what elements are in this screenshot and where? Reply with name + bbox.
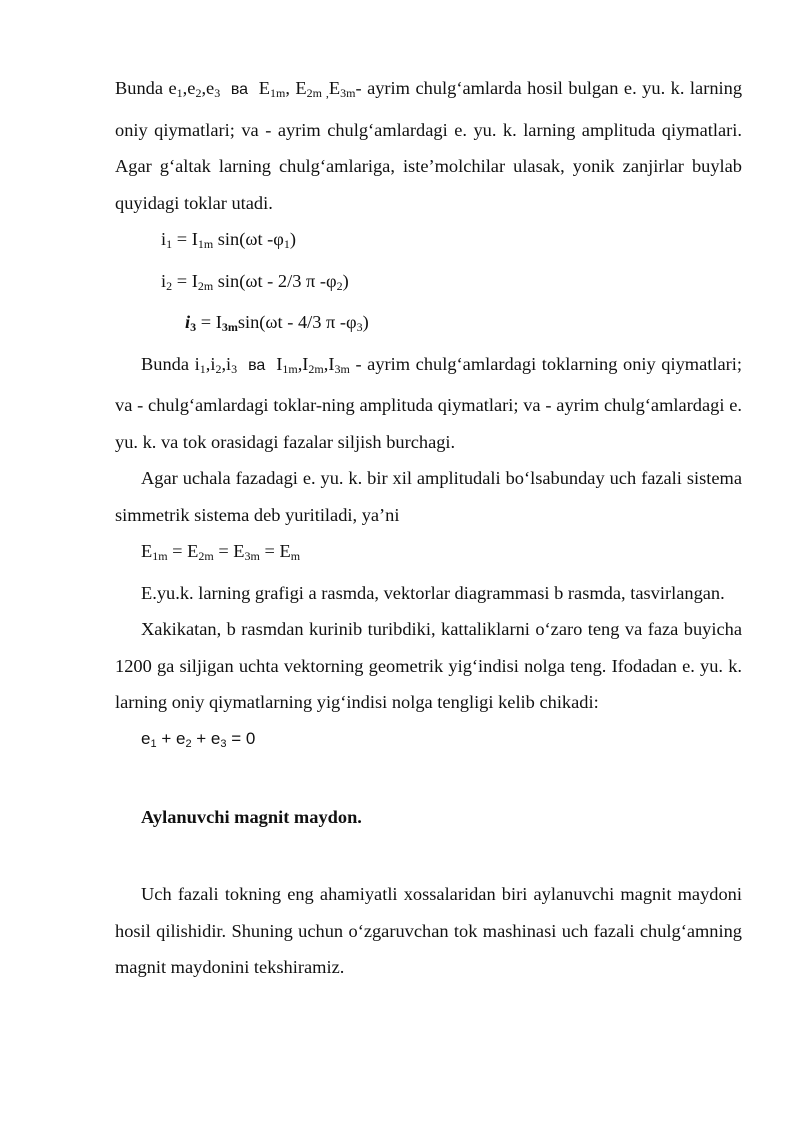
section-heading: Aylanuvchi magnit maydon. (141, 806, 362, 827)
text: E (328, 78, 341, 98)
subscript: 1 (176, 86, 183, 100)
document-page (115, 70, 742, 986)
text: ва (220, 81, 259, 98)
formula-i3: $i_3 = I_{3m}\sin(\omega t - 4/3$ π $-\varphi_3$) (185, 312, 369, 334)
text: , E (285, 78, 307, 98)
formula-i2: $i_2 = I_{2m}$ sin(ωt - 2/3 π $-\varphi_2$) (161, 270, 349, 293)
paragraph-current-definition: Bunda $i_1,i_2,i_3$ ва $I_{1m},I_{2m},I_{3m}$ - ayrim chulg‘amlardagi toklarning oniy qiymatlari; va - chulg‘amlardagi toklar-ning amplituda qiymatlari; va - ayrim chulg‘amlardagi e. yu. k. va tok orasidagi fazalar siljish burchagi. (115, 353, 742, 452)
subscript: 1m (269, 86, 286, 100)
text: E (258, 78, 270, 98)
text: ,e (182, 78, 196, 98)
text: Bunda e (115, 78, 177, 98)
subscript: 3m (340, 86, 356, 100)
paragraph-graph-reference: E.yu.k. larning grafigi a rasmda, vektorlar diagrammasi b rasmda, tasvirlangan. (141, 582, 725, 603)
paragraph-symmetric-system: Agar uchala fazadagi e. yu. k. bir xil amplitudali bo‘lsabunday uch fazali sistema simmetrik sistema deb yuritiladi, ya’ni (115, 468, 742, 525)
subscript: 2m , (306, 86, 329, 100)
formula-i1: $i_1 = I_{1m}$ sin(ωt $-\varphi_1$) (161, 229, 297, 251)
spacer (115, 835, 742, 876)
subscript: 3 (214, 86, 221, 100)
text: ,e (201, 78, 215, 98)
paragraph-vector-sum: Xakikatan, b rasmdan kurinib turibdiki, kattaliklarni o‘zaro teng va faza buyicha 1200 ga siljigan uchta vektorning geometrik yig‘indisi nolga teng. Ifodadan e. yu. k. larning oniy qiymatlarning yig‘indisi nolga tengligi kelib chikadi: (115, 619, 742, 712)
paragraph-rotating-field: Uch fazali tokning eng ahamiyatli xossalaridan biri aylanuvchi magnit maydoni hosil qilishidir. Shuning uchun o‘zgaruvchan tok mashinasi uch fazali chulg‘amning magnit maydonini tekshiramiz. (115, 884, 742, 977)
spacer (115, 762, 742, 799)
paragraph-emf-definition (115, 70, 742, 221)
formula-emf-equality: $E_{1m} = E_{2m} = E_{3m} = E_m$ (141, 541, 301, 563)
text: - ayrim chulg‘amlarda hosil bulgan e. yu. k. larning oniy qiymatlari; va - ayrim chulg‘amlardagi e. yu. k. larning amplituda qiymatlari. Agar g‘altak larning chulg‘amlariga, iste’molchilar ulasak, yonik zanjirlar buylab quyidagi toklar utadi. (115, 78, 743, 213)
subscript: 2 (195, 86, 202, 100)
formula-emf-sum: $e_1 + e_2 + e_3 = 0$ (141, 728, 256, 750)
